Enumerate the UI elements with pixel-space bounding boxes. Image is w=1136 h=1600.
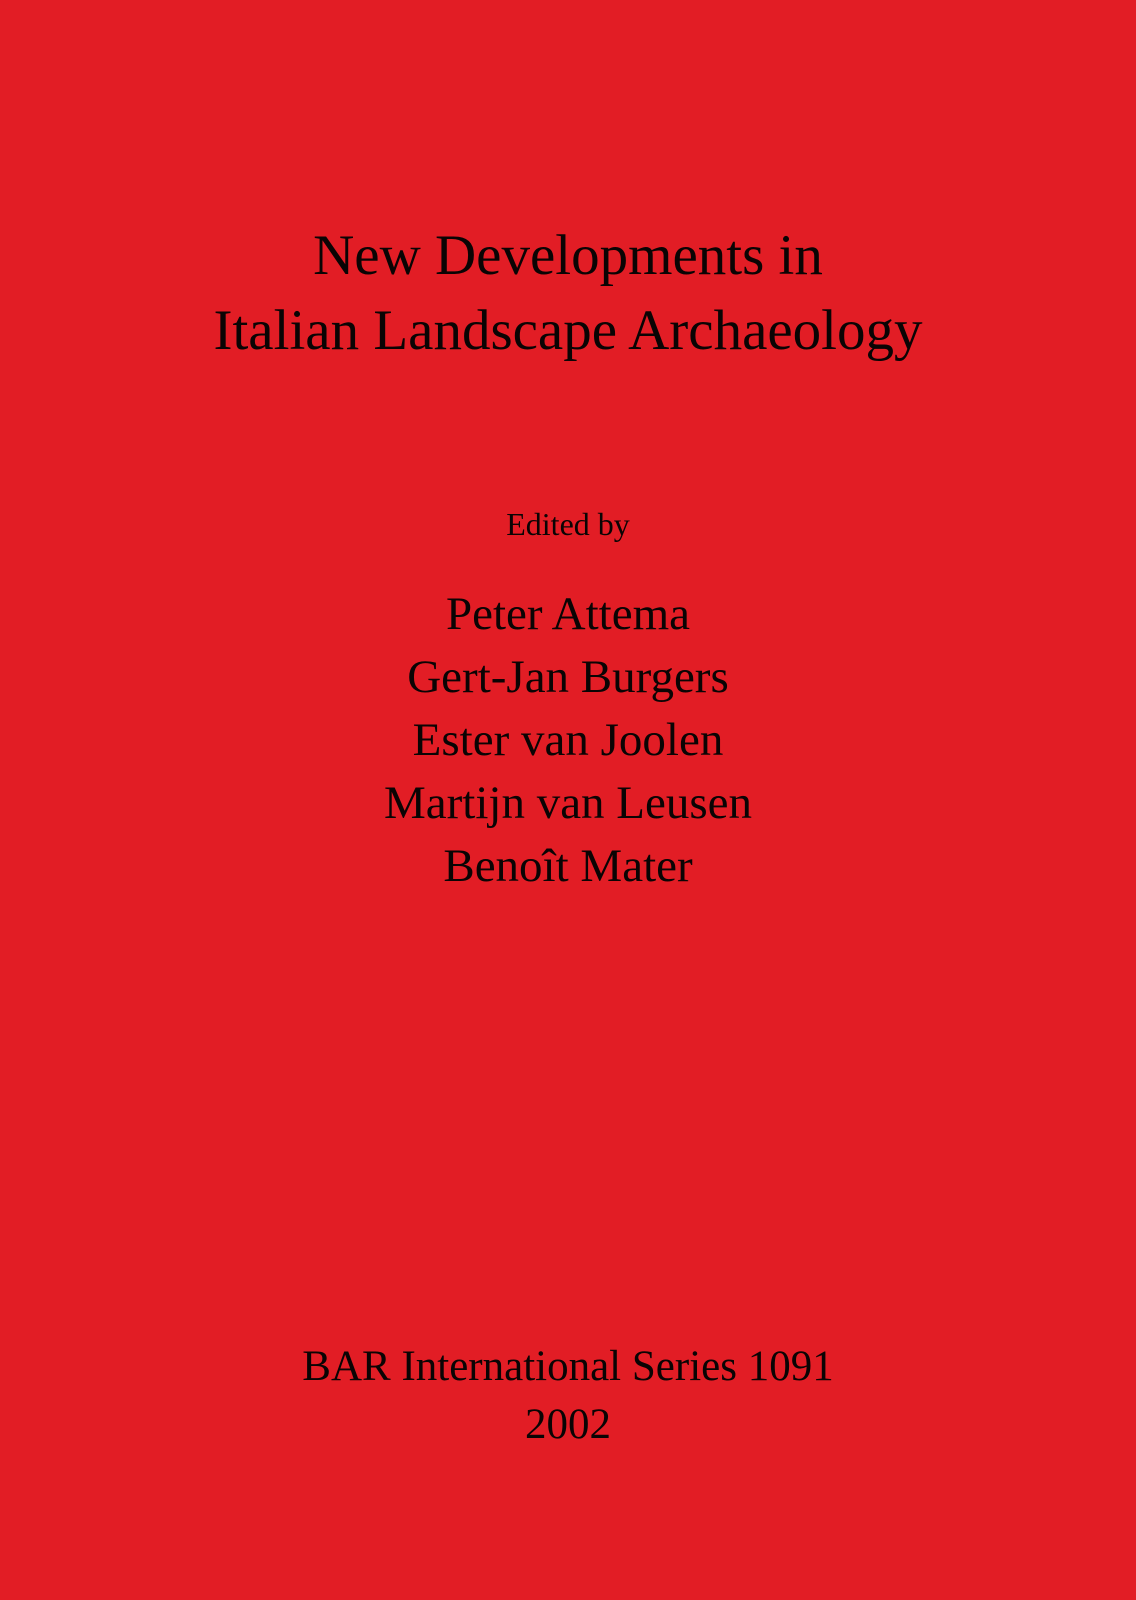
editor-name: Gert-Jan Burgers (407, 651, 729, 703)
editor-name: Ester van Joolen (412, 714, 724, 766)
publication-year: 2002 (525, 1401, 611, 1448)
series-title: BAR International Series 1091 (302, 1343, 834, 1390)
title-line-2: Italian Landscape Archaeology (213, 299, 923, 363)
editors-list (0, 583, 1136, 898)
book-title (0, 218, 1136, 368)
editor-name: Peter Attema (445, 588, 691, 640)
editor-name: Martijn van Leusen (383, 777, 753, 829)
editor-name: Benoît Mater (443, 840, 693, 892)
title-line-1: New Developments in (313, 224, 823, 287)
edited-by-label: Edited by (506, 506, 630, 542)
series-block (0, 1338, 1136, 1454)
